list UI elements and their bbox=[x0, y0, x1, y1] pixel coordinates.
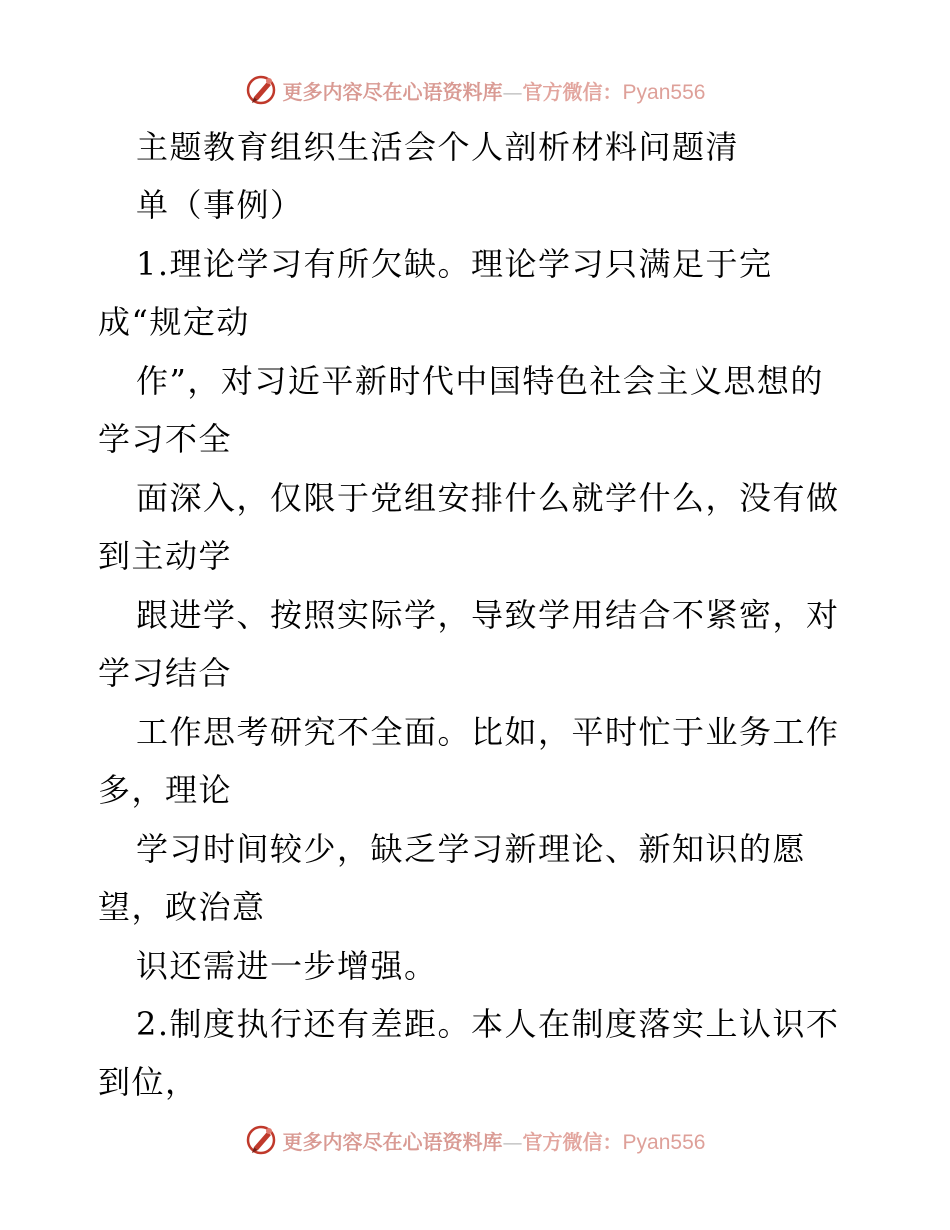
body-line: 到位， bbox=[98, 1063, 199, 1101]
body-line: 望，政治意 bbox=[98, 888, 266, 926]
title-line-1: 主题教育组织生活会个人剖析材料问题清 bbox=[136, 128, 740, 166]
body-line: 2.制度执行还有差距。本人在制度落实上认识不 bbox=[136, 1005, 840, 1043]
pen-logo-icon bbox=[245, 1123, 279, 1157]
header-wechat-id: Pyan556 bbox=[622, 80, 706, 104]
body-line: 工作思考研究不全面。比如，平时忙于业务工作 bbox=[136, 713, 840, 751]
body-line: 到主动学 bbox=[98, 537, 233, 575]
body-line: 1.理论学习有所欠缺。理论学习只满足于完 bbox=[136, 245, 773, 283]
body-line: 跟进学、按照实际学，导致学用结合不紧密，对 bbox=[136, 596, 840, 634]
pen-logo-icon bbox=[245, 73, 279, 107]
body-line: 作”，对习近平新时代中国特色社会主义思想的 bbox=[136, 362, 824, 400]
footer-wechat-label: 官方微信： bbox=[522, 1129, 623, 1154]
body-line: 成“规定动 bbox=[98, 303, 250, 341]
body-line: 学习不全 bbox=[98, 420, 233, 458]
footer-watermark bbox=[0, 1120, 950, 1160]
header-watermark bbox=[0, 70, 950, 110]
body-line: 识还需进一步增强。 bbox=[136, 947, 438, 985]
footer-brand-text bbox=[283, 1126, 706, 1155]
footer-dash: — bbox=[502, 1129, 523, 1154]
header-brand-text bbox=[283, 76, 706, 105]
body-line: 多，理论 bbox=[98, 771, 233, 809]
body-line: 学习时间较少，缺乏学习新理论、新知识的愿 bbox=[136, 830, 807, 868]
body-line: 学习结合 bbox=[98, 654, 233, 692]
body-line: 面深入，仅限于党组安排什么就学什么，没有做 bbox=[136, 479, 840, 517]
footer-wechat-id: Pyan556 bbox=[622, 1130, 706, 1154]
header-dash: — bbox=[502, 79, 523, 104]
header-wechat-label: 官方微信： bbox=[522, 79, 623, 104]
header-brand-name: 更多内容尽在心语资料库 bbox=[282, 79, 503, 104]
title-line-2: 单（事例） bbox=[136, 186, 304, 224]
footer-brand-name: 更多内容尽在心语资料库 bbox=[282, 1129, 503, 1154]
